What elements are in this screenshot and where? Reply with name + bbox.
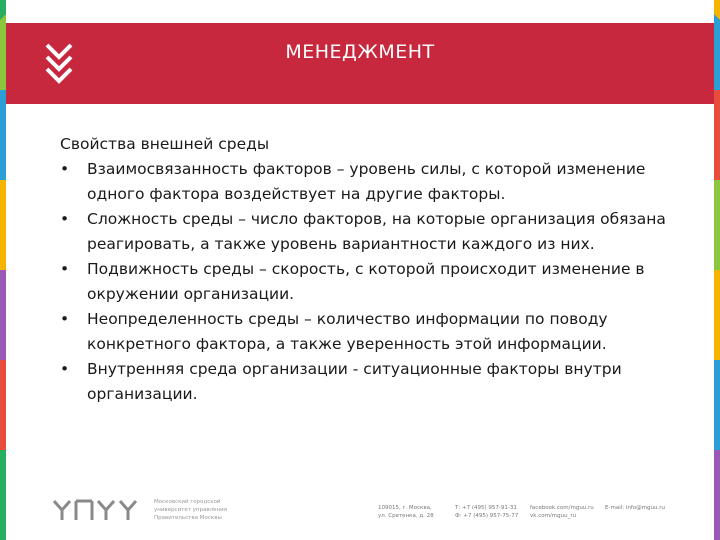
page-title: МЕНЕДЖМЕНТ [285, 41, 435, 63]
footer-email[interactable]: E-mail: info@mguu.ru [605, 505, 665, 511]
address-line: ул. Сретенка, д. 28 [378, 513, 434, 519]
vk-link[interactable]: vk.com/mguu_ru [530, 513, 577, 519]
address-line: 109015, г. Москва, [378, 505, 432, 511]
org-line: Правительства Москвы [154, 515, 222, 521]
item-term: Неопределенность среды [87, 310, 300, 328]
item-term: Сложность среды [87, 210, 234, 228]
list-item [60, 357, 690, 407]
item-text: – число факторов, на которые организация обязана реагировать, а также уровень вариантности каждого из них. [87, 210, 666, 253]
list-item [60, 257, 690, 307]
list-item [60, 207, 690, 257]
item-text: - ситуационные факторы внутри организации. [87, 360, 622, 403]
bullet-marker: • [60, 310, 70, 328]
university-logo [52, 499, 147, 521]
right-edge-strip-2 [714, 90, 720, 180]
right-edge-strip-5 [714, 360, 720, 450]
section-heading: Свойства внешней среды [60, 135, 270, 153]
item-text: – скорость, с которой происходит изменение в окружении организации. [87, 260, 645, 303]
item-term: Подвижность среды [87, 260, 255, 278]
facebook-link[interactable]: facebook.com/mguu.ru [530, 505, 594, 511]
phone-line: Т: +7 (495) 957-91-31 [455, 505, 517, 511]
right-edge-strip-3 [714, 180, 720, 270]
org-line: Московский городской [154, 499, 221, 505]
list-item [60, 307, 690, 357]
header-banner [6, 23, 714, 104]
item-term: Внутренняя среда организации [87, 360, 348, 378]
footer-address [378, 504, 448, 520]
item-text: – количество информации по поводу конкретного фактора, а также уверенность этой информации. [87, 310, 608, 353]
bullet-marker: • [60, 260, 70, 278]
item-text: – уровень силы, с которой изменение одного фактора воздействует на другие факторы. [87, 160, 646, 203]
right-edge-strip-4 [714, 270, 720, 360]
bullet-list [60, 157, 690, 407]
footer-phones [455, 504, 525, 520]
bullet-marker: • [60, 160, 70, 178]
item-term: Взаимосвязанность факторов [87, 160, 332, 178]
footer-social [530, 504, 600, 520]
fax-line: Ф: +7 (495) 957-75-77 [455, 513, 519, 519]
list-item [60, 157, 690, 207]
main-content [60, 132, 690, 407]
bullet-marker: • [60, 360, 70, 378]
org-line: университет управления [154, 507, 228, 513]
footer-org-name [154, 498, 234, 522]
bullet-marker: • [60, 210, 70, 228]
footer [0, 494, 720, 534]
